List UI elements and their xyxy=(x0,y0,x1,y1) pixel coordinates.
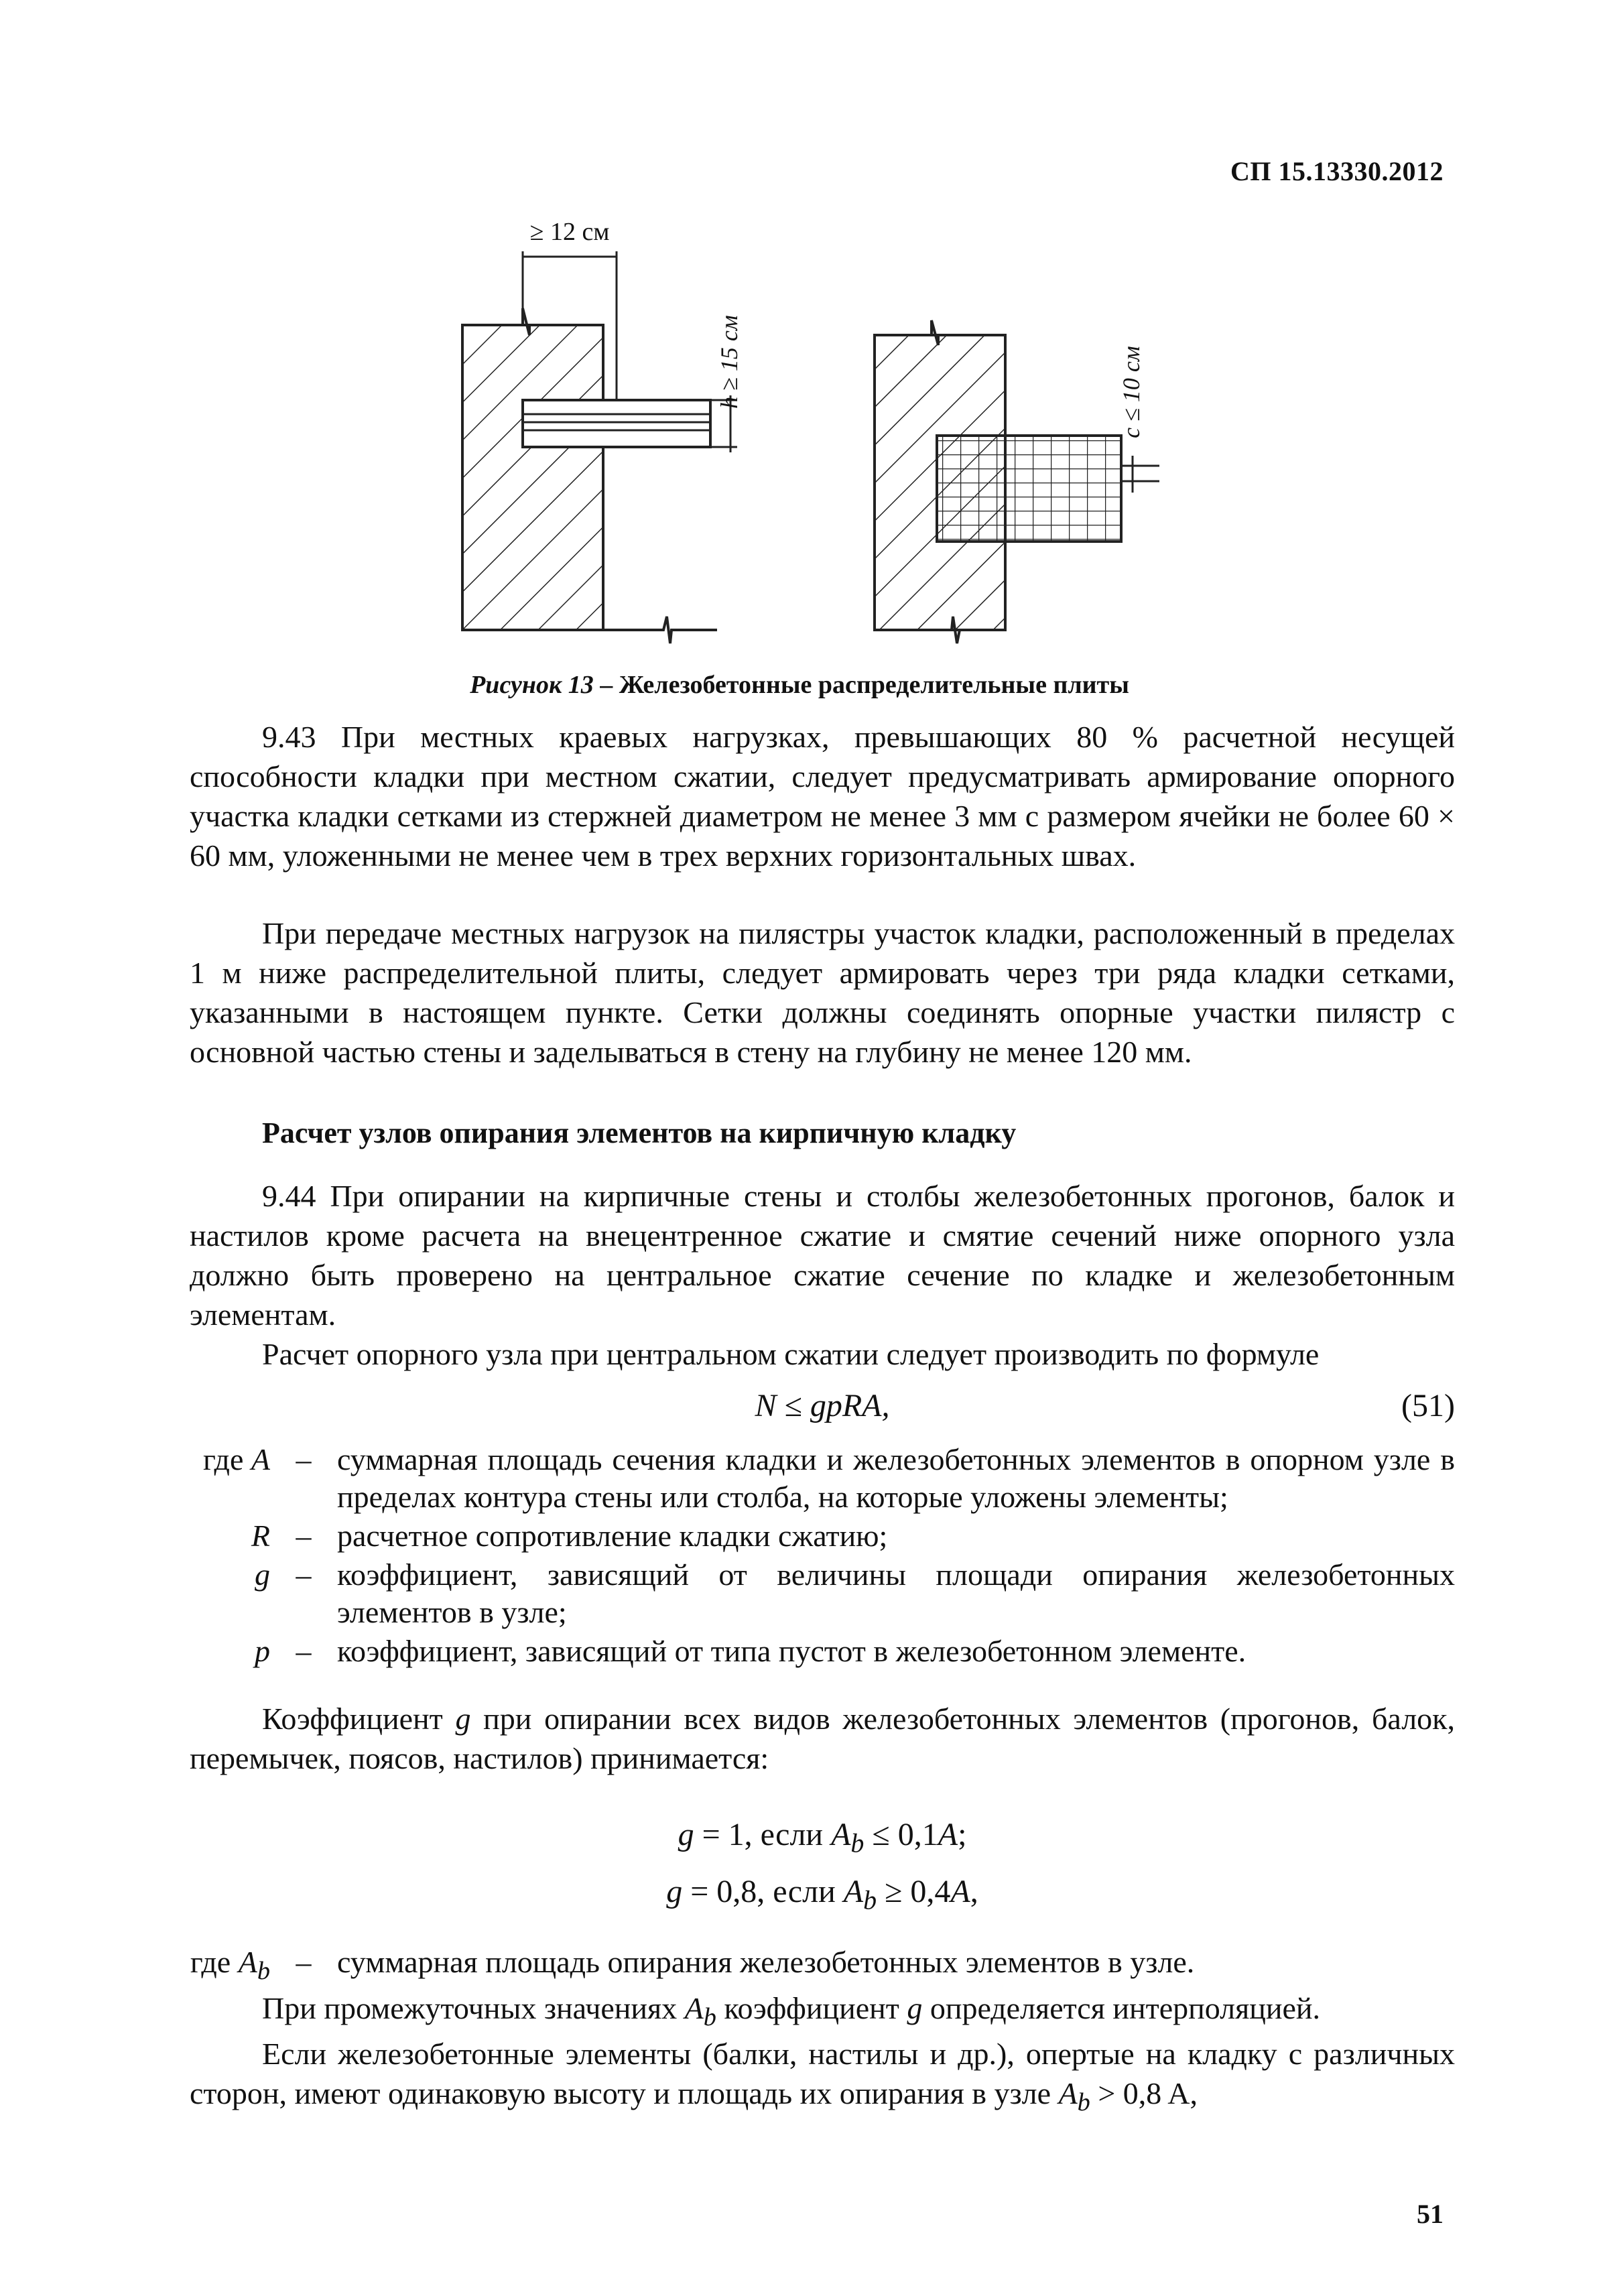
definition-dash: – xyxy=(296,1519,312,1553)
definition-prefix: где xyxy=(202,1442,251,1476)
right-detail xyxy=(875,320,1159,643)
dim-width-label: ≥ 12 см xyxy=(529,218,610,246)
definition-row xyxy=(190,1517,1455,1555)
left-detail xyxy=(462,218,743,643)
definition-row xyxy=(190,1441,1455,1516)
caption-title: Железобетонные распределительные плиты xyxy=(619,671,1129,699)
definitions-list xyxy=(190,1441,1455,1671)
definition-dash: – xyxy=(296,1557,312,1592)
definition-symbol: p xyxy=(255,1634,270,1668)
figure-13 xyxy=(436,201,1193,657)
definition-symbol: g xyxy=(255,1557,270,1592)
definition-text: расчетное сопротивление кладки сжатию; xyxy=(337,1519,888,1553)
paragraph-interpolation: При промежуточных значениях $A_b$ коэффициент g определяется интерполяцией. xyxy=(262,1991,1321,2032)
figure-caption xyxy=(0,670,1599,700)
figure-13-drawing xyxy=(436,201,1193,657)
formula-51-expression: N ≤ gpRA, xyxy=(755,1388,890,1423)
definition-symbol: R xyxy=(251,1519,270,1553)
left-wall-break-bottom xyxy=(603,617,717,643)
definition-text: коэффициент, зависящий от типа пустот в железобетонном элементе. xyxy=(337,1634,1246,1668)
right-mesh xyxy=(937,436,1121,541)
definition-text: коэффициент, зависящий от величины площади опирания железобетонных элементов в узле; xyxy=(337,1557,1455,1629)
definition-ab: где $A_b$ – суммарная площадь опирания железобетонных элементов в узле. xyxy=(190,1945,1195,1986)
paragraph-formula-intro: Расчет опорного узла при центральном сжатии следует производить по формуле xyxy=(262,1337,1320,1371)
paragraph-g-intro: Коэффициент g при опирании всех видов железобетонных элементов (прогонов, балок, перемычек, поясов, настилов) принимается: xyxy=(190,1702,1455,1775)
dim-c-label: c ≤ 10 см xyxy=(1118,346,1145,438)
caption-label: Рисунок 13 xyxy=(470,671,594,699)
section-heading: Расчет узлов опирания элементов на кирпичную кладку xyxy=(262,1117,1017,1149)
definition-dash: – xyxy=(296,1442,312,1476)
g-case-1: g = 1, если $A_b \le 0,1A$; xyxy=(678,1817,967,1858)
definition-row xyxy=(190,1633,1455,1670)
caption-sep: – xyxy=(593,671,619,699)
dim-height-label: h ≥ 15 см xyxy=(716,315,743,409)
paragraph-9-43: 9.43 При местных краевых нагрузках, превышающих 80 % расчетной несущей способности кладки при местном сжатии, следует предусматривать армирование опорного участка кладки сетками из стержней диаметром не менее 3 мм с размером ячейки не более 60 × 60 мм, уложенными не менее чем в трех верхних горизонтальных швах. xyxy=(190,720,1455,873)
page-number: 51 xyxy=(1417,2199,1444,2229)
paragraph-9-44: 9.44 При опирании на кирпичные стены и столбы железобетонных прогонов, балок и настилов кроме расчета на внецентренное сжатие и смятие сечений ниже опорного узла должно быть проверено на центральное сжатие сечение по кладке и железобетонным элементам. xyxy=(190,1179,1455,1332)
document-code: СП 15.13330.2012 xyxy=(1230,156,1444,186)
definition-symbol: A xyxy=(251,1442,270,1476)
paragraph-pilasters: При передаче местных нагрузок на пилястры участок кладки, расположенный в пределах 1 м ниже распределительной плиты, следует армировать через три ряда кладки сетками, указанными в настоящем пункте. Сетки должны соединять опорные участки пилястр с основной частью стены и заделываться в стену на глубину не менее 120 мм. xyxy=(190,916,1455,1069)
definition-text: суммарная площадь сечения кладки и железобетонных элементов в опорном узле в пределах контура стены или столба, на которые уложены элементы; xyxy=(337,1442,1455,1514)
formula-51-number: (51) xyxy=(1401,1388,1455,1423)
left-wall-hatch xyxy=(462,325,603,630)
paragraph-last: Если железобетонные элементы (балки, настилы и др.), опертые на кладку с различных сторон, имеют одинаковую высоту и площадь их опирания в узле $A_b > 0,8$ A, xyxy=(190,2037,1455,2117)
definition-dash: – xyxy=(296,1634,312,1668)
definition-row xyxy=(190,1556,1455,1631)
g-case-2: g = 0,8, если $A_b \ge 0,4A$, xyxy=(666,1874,978,1915)
left-slab xyxy=(523,400,710,447)
